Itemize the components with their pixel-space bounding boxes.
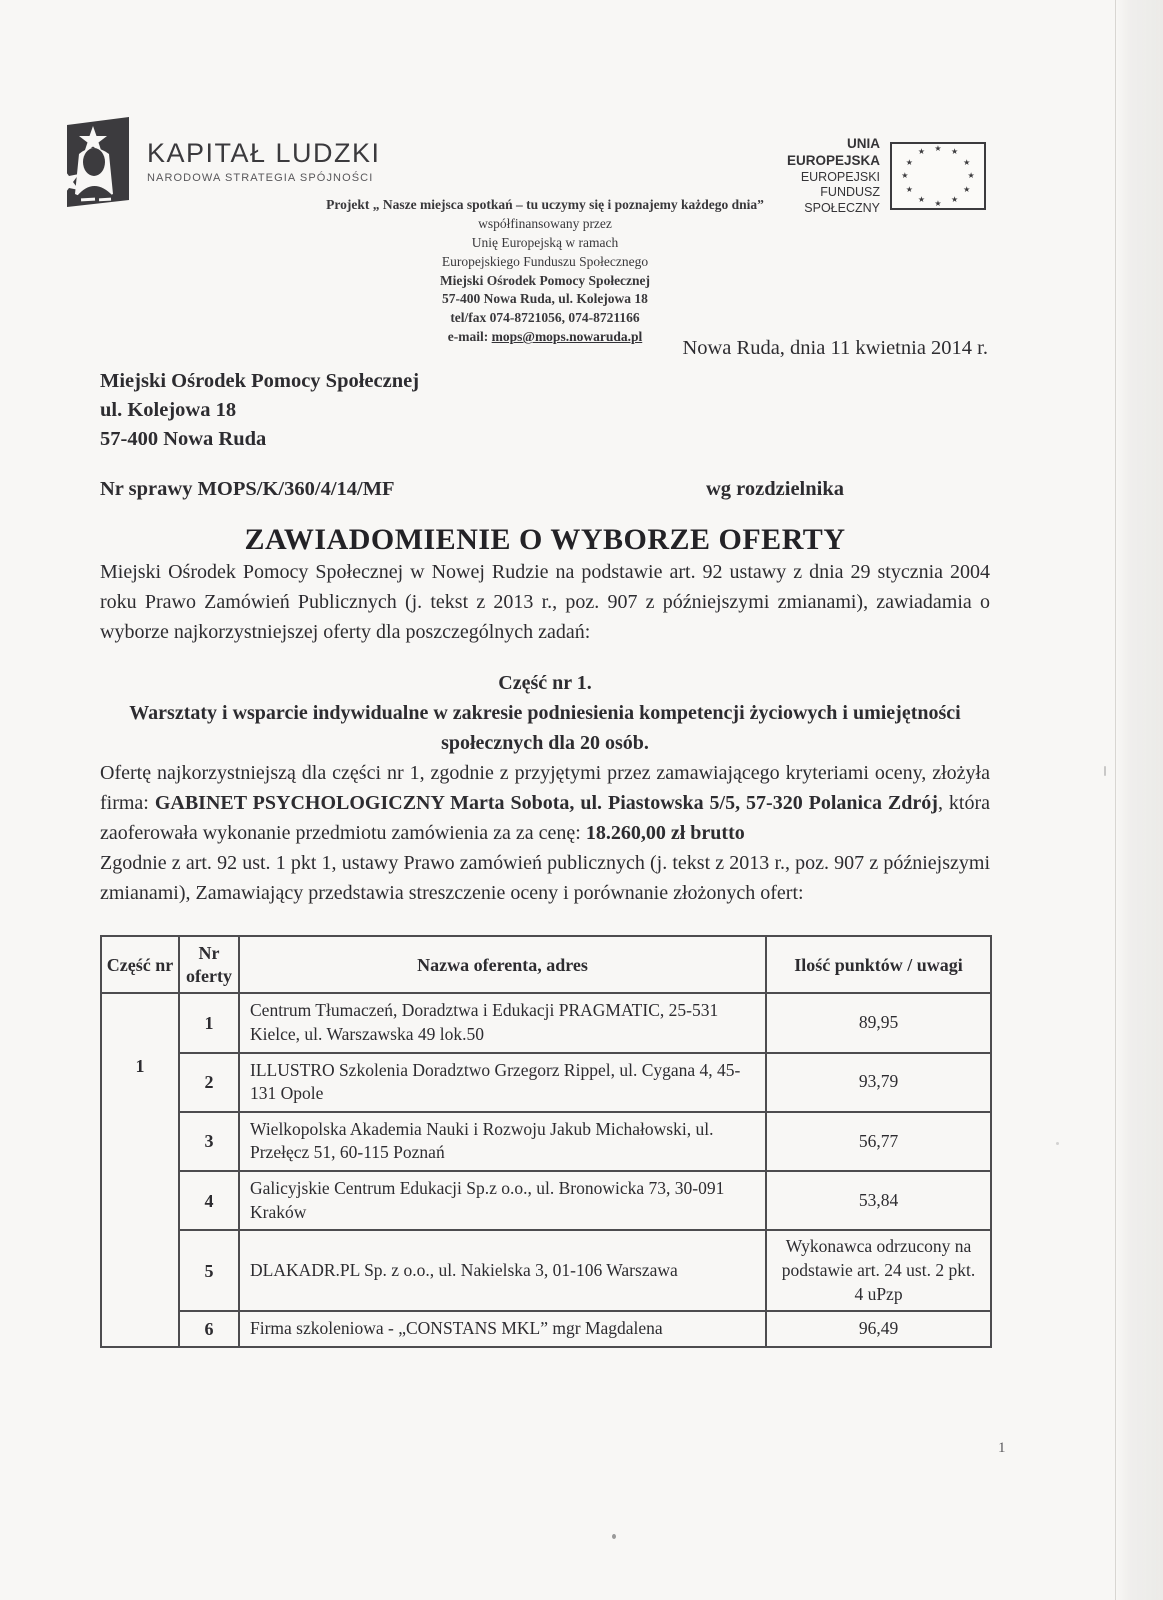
col-header-part: Część nr xyxy=(101,936,179,993)
page-number: 1 xyxy=(998,1440,1006,1456)
offers-table xyxy=(100,935,992,1348)
table-row xyxy=(101,1053,991,1112)
paragraph-intro: Miejski Ośrodek Pomocy Społecznej w Nowej Rudzie na podstawie art. 92 ustawy z dnia 29 stycznia 2004 roku Prawo Zamówień Publicznych (j. tekst z 2013 r., poz. 907 z późniejszymi zmianami), zawiadamia o wyborze najkorzystniejszej oferty dla poszczególnych zadań: xyxy=(100,561,990,644)
sender-street: ul. Kolejowa 18 xyxy=(100,399,237,422)
project-title-line: Projekt „ Nasze miejsca spotkań – tu uczymy się i poznajemy każdego dnia” xyxy=(326,197,764,212)
points-cell: 53,84 xyxy=(766,1171,991,1230)
eu-logo-line1: UNIA EUROPEJSKA xyxy=(786,136,880,168)
eu-flag-star: ★ xyxy=(901,171,909,181)
scan-speck xyxy=(612,1534,616,1539)
winner-text-mid: , która zaoferowała wykonanie przedmiotu zamówienia za za cenę: xyxy=(100,792,990,845)
project-org-line: Miejski Ośrodek Pomocy Społecznej xyxy=(439,272,651,288)
eu-flag-star: ★ xyxy=(963,185,971,195)
paragraph-legal: Zgodnie z art. 92 ust. 1 pkt 1, ustawy Prawo zamówień publicznych (j. tekst z 2013 r., poz. 907 z późniejszymi zmianami), Zamawiający przedstawia streszczenie oceny i porównanie złożonych ofert: xyxy=(100,852,990,905)
project-line: Europejskiego Funduszu Społecznego xyxy=(441,253,649,269)
scan-speck xyxy=(1056,1142,1059,1145)
document-title: ZAWIADOMIENIE O WYBORZE OFERTY xyxy=(244,523,846,557)
eu-logo-line3: FUNDUSZ SPOŁECZNY xyxy=(804,185,880,215)
paper-edge xyxy=(1115,0,1163,1600)
offerer-name-cell: Firma szkoleniowa - „CONSTANS MKL” mgr Magdalena xyxy=(239,1311,766,1347)
winner-price: 18.260,00 zł brutto xyxy=(585,822,745,845)
points-cell: 89,95 xyxy=(766,993,991,1052)
winner-company: GABINET PSYCHOLOGICZNY Marta Sobota, ul. Piastowska 5/5, 57-320 Polanica Zdrój xyxy=(154,792,938,815)
case-number: Nr sprawy MOPS/K/360/4/14/MF xyxy=(100,478,395,501)
eu-logo-line2: EUROPEJSKI xyxy=(800,169,880,184)
eu-flag-star: ★ xyxy=(934,198,942,208)
distribution-note: wg rozdzielnika xyxy=(706,478,844,501)
letter-body xyxy=(100,337,990,1348)
eu-flag-star: ★ xyxy=(917,195,926,205)
kapital-ludzki-subtitle: NARODOWA STRATEGIA SPÓJNOŚCI xyxy=(147,172,374,184)
offer-number-cell: 6 xyxy=(179,1311,239,1347)
offer-number-cell: 1 xyxy=(179,993,239,1052)
sender-city: 57-400 Nowa Ruda xyxy=(100,428,267,451)
kapital-ludzki-flag-icon xyxy=(57,116,135,208)
table-row xyxy=(101,1171,991,1230)
winner-text-pre: Ofertę najkorzystniejszą dla części nr 1, zgodnie z przyjętymi przez zamawiającego kryteriami oceny, złożyła firma: xyxy=(100,762,990,815)
table-row xyxy=(101,1112,991,1171)
part-number-cell: 1 xyxy=(101,993,179,1347)
email-label: e-mail: xyxy=(447,329,492,345)
offerer-name-cell: Centrum Tłumaczeń, Doradztwa i Edukacji PRAGMATIC, 25-531 Kielce, ul. Warszawska 49 lok.50 xyxy=(239,993,766,1052)
eu-flag-star: ★ xyxy=(934,143,942,153)
case-number-row xyxy=(100,478,990,501)
col-header-offer-no: Nr oferty xyxy=(179,936,239,993)
points-cell: Wykonawca odrzucony na podstawie art. 24 ust. 2 pkt. 4 uPzp xyxy=(766,1230,991,1311)
table-header-row xyxy=(101,936,991,993)
part-heading-number: Część nr 1. xyxy=(498,672,592,695)
offer-number-cell: 5 xyxy=(179,1230,239,1311)
offer-number-cell: 2 xyxy=(179,1053,239,1112)
col-header-points: Ilość punktów / uwagi xyxy=(766,936,991,993)
points-cell: 93,79 xyxy=(766,1053,991,1112)
project-phone-line: tel/fax 074-8721056, 074-8721166 xyxy=(450,310,640,326)
project-line: Unię Europejską w ramach xyxy=(471,234,619,250)
table-row xyxy=(101,1311,991,1347)
offer-number-cell: 4 xyxy=(179,1171,239,1230)
project-line: współfinansowany przez xyxy=(478,215,612,231)
email-link[interactable]: mops@mops.nowaruda.pl xyxy=(491,329,643,345)
eu-flag-star: ★ xyxy=(905,157,913,167)
part-heading xyxy=(100,668,990,758)
offer-number-cell: 3 xyxy=(179,1112,239,1171)
points-cell: 56,77 xyxy=(766,1112,991,1171)
offerer-name-cell: DLAKADR.PL Sp. z o.o., ul. Nakielska 3, 01-106 Warszawa xyxy=(239,1230,766,1311)
paragraph-winner xyxy=(100,758,990,848)
kapital-ludzki-title: KAPITAŁ LUDZKI xyxy=(147,138,381,168)
eu-flag-star: ★ xyxy=(905,185,913,195)
project-info xyxy=(100,196,990,347)
sender-block xyxy=(100,367,990,454)
eu-flag-star: ★ xyxy=(967,171,975,181)
dateline: Nowa Ruda, dnia 11 kwietnia 2014 r. xyxy=(682,337,988,359)
offerer-name-cell: Galicyjskie Centrum Edukacji Sp.z o.o., ul. Bronowicka 73, 30-091 Kraków xyxy=(239,1171,766,1230)
kapital-ludzki-logo xyxy=(57,116,381,208)
table-row xyxy=(101,993,991,1052)
eu-flag-star: ★ xyxy=(950,147,959,157)
eu-flag-star: ★ xyxy=(963,157,971,167)
table-row xyxy=(101,1230,991,1311)
offerer-name-cell: Wielkopolska Akademia Nauki i Rozwoju Jakub Michałowski, ul. Przełęcz 51, 60-115 Poznań xyxy=(239,1112,766,1171)
points-cell: 96,49 xyxy=(766,1311,991,1347)
eu-flag-star: ★ xyxy=(917,147,926,157)
project-address-line: 57-400 Nowa Ruda, ul. Kolejowa 18 xyxy=(442,291,648,307)
offerer-name-cell: ILLUSTRO Szkolenia Doradztwo Grzegorz Rippel, ul. Cygana 4, 45-131 Opole xyxy=(239,1053,766,1112)
part-heading-description: Warsztaty i wsparcie indywidualne w zakresie podniesienia kompetencji życiowych i umiejętności społecznych dla 20 osób. xyxy=(129,702,961,755)
eu-flag-star: ★ xyxy=(950,195,959,205)
col-header-name: Nazwa oferenta, adres xyxy=(239,936,766,993)
sender-name: Miejski Ośrodek Pomocy Społecznej xyxy=(100,370,420,392)
scan-speck xyxy=(1104,766,1106,776)
